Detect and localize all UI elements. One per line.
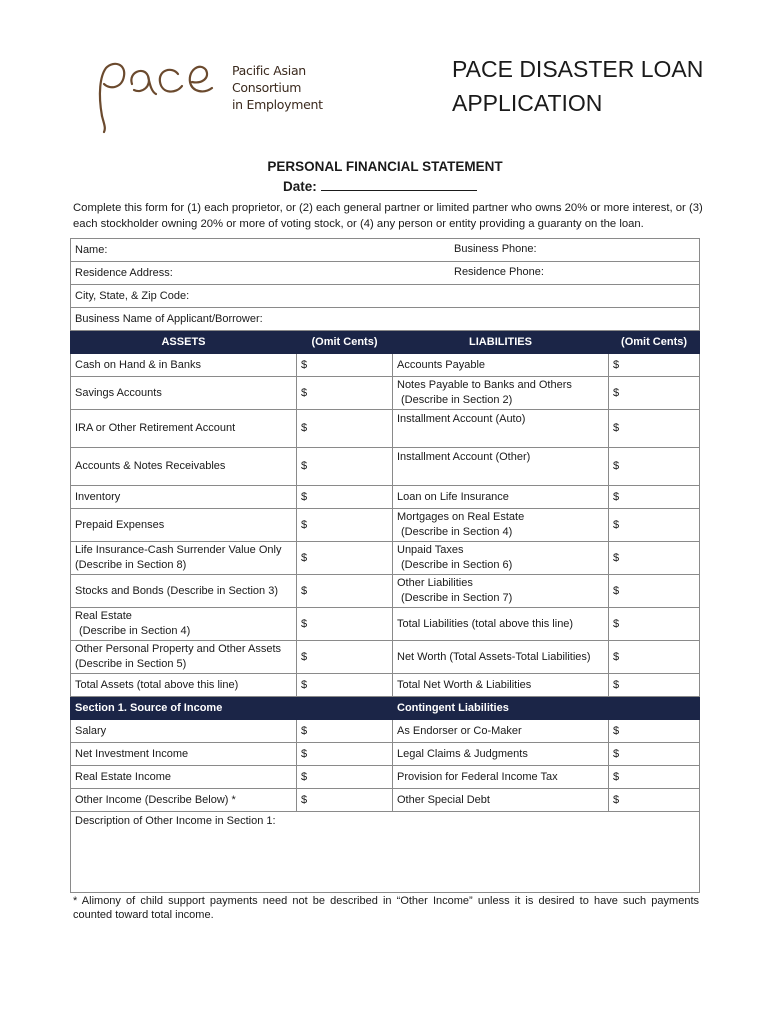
asset-label: Prepaid Expenses (71, 509, 297, 542)
income-amount[interactable]: $ (297, 743, 393, 766)
liability-amount[interactable]: $ (609, 608, 700, 641)
asset-amount[interactable]: $ (297, 448, 393, 486)
table-row (71, 486, 700, 509)
business-name-label: Business Name of Applicant/Borrower: (75, 312, 263, 325)
liability-label-line-2: (Describe in Section 6) (401, 559, 513, 571)
liabilities-header: LIABILITIES (393, 331, 609, 354)
asset-amount[interactable]: $ (297, 608, 393, 641)
income-label: Salary (71, 720, 297, 743)
asset-amount[interactable]: $ (297, 377, 393, 410)
residence-address-label: Residence Address: (75, 266, 173, 279)
liability-amount[interactable]: $ (609, 354, 700, 377)
liability-label (393, 509, 609, 542)
liability-label: Total Liabilities (total above this line) (393, 608, 609, 641)
liability-label (393, 542, 609, 575)
asset-amount[interactable]: $ (297, 410, 393, 448)
asset-label: Total Assets (total above this line) (71, 674, 297, 697)
asset-label: Cash on Hand & in Banks (71, 354, 297, 377)
asset-label-line-2: (Describe in Section 8) (75, 559, 187, 571)
asset-label (71, 542, 297, 575)
liability-amount[interactable]: $ (609, 410, 700, 448)
liabilities-omit-cents-header: (Omit Cents) (609, 331, 700, 354)
other-income-description-field[interactable] (71, 812, 700, 893)
title-line-1: PACE DISASTER LOAN (452, 56, 704, 82)
asset-amount[interactable]: $ (297, 542, 393, 575)
liability-amount[interactable]: $ (609, 377, 700, 410)
table-row (71, 377, 700, 410)
residence-phone-field[interactable] (609, 262, 700, 285)
table-row (71, 766, 700, 789)
contingent-label: As Endorser or Co-Maker (393, 720, 609, 743)
liability-amount[interactable]: $ (609, 448, 700, 486)
table-row (71, 575, 700, 608)
income-amount[interactable]: $ (297, 720, 393, 743)
contingent-label: Other Special Debt (393, 789, 609, 812)
table-row (71, 608, 700, 641)
liability-label-line-1: Unpaid Taxes (397, 544, 464, 556)
table-row (71, 743, 700, 766)
income-label: Net Investment Income (71, 743, 297, 766)
table-row (71, 542, 700, 575)
table-row (71, 448, 700, 486)
asset-label-line-2: (Describe in Section 4) (79, 625, 191, 637)
income-amount[interactable]: $ (297, 789, 393, 812)
assets-omit-cents-header: (Omit Cents) (297, 331, 393, 354)
org-line-3: in Employment (232, 97, 323, 112)
asset-label-line-1: Real Estate (75, 610, 132, 622)
title-line-2: APPLICATION (452, 90, 603, 116)
liability-label-line-2: (Describe in Section 4) (401, 526, 513, 538)
asset-label (71, 608, 297, 641)
asset-amount[interactable]: $ (297, 354, 393, 377)
name-label: Name: (75, 243, 108, 256)
liability-label: Installment Account (Other) (393, 448, 609, 486)
business-phone-label: Business Phone: (454, 243, 537, 255)
date-label: Date: (283, 179, 317, 194)
asset-label-line-2: (Describe in Section 5) (75, 658, 187, 670)
liability-amount[interactable]: $ (609, 486, 700, 509)
business-name-field[interactable] (71, 308, 700, 331)
asset-label: IRA or Other Retirement Account (71, 410, 297, 448)
liability-amount[interactable]: $ (609, 542, 700, 575)
statement-title: PERSONAL FINANCIAL STATEMENT (267, 159, 503, 174)
asset-label-line-1: Life Insurance-Cash Surrender Value Only (75, 544, 282, 556)
liability-label-line-1: Mortgages on Real Estate (397, 511, 525, 523)
contingent-amount[interactable]: $ (609, 789, 700, 812)
date-input-line[interactable] (321, 177, 477, 191)
table-row (71, 789, 700, 812)
date-field (283, 177, 477, 194)
asset-label-line-1: Other Personal Property and Other Assets (75, 643, 282, 655)
instructions: Complete this form for (1) each proprietor, or (2) each general partner or limited partner who owns 20% or more interest, or (3) each stockholder owning 20% or more of voting stock, or (4) any person or entity providing a guaranty on the loan. (73, 202, 703, 230)
asset-label: Stocks and Bonds (Describe in Section 3) (71, 575, 297, 608)
footnote: * Alimony of child support payments need not be described in “Other Income” unless it is desired to have such payments counted toward total income. (73, 895, 699, 921)
org-line-1: Pacific Asian (232, 63, 306, 78)
section-1-header: Section 1. Source of Income (71, 697, 393, 720)
financial-statement-table (70, 238, 700, 893)
asset-amount[interactable]: $ (297, 575, 393, 608)
table-row (71, 410, 700, 448)
asset-label (71, 641, 297, 674)
liability-label-line-1: Notes Payable to Banks and Others (397, 379, 572, 391)
document-title (452, 52, 703, 120)
table-row (71, 354, 700, 377)
liability-label: Loan on Life Insurance (393, 486, 609, 509)
asset-amount[interactable]: $ (297, 509, 393, 542)
logo-organization-name (232, 62, 323, 113)
liability-label (393, 377, 609, 410)
liability-label (393, 575, 609, 608)
table-row (71, 641, 700, 674)
asset-amount[interactable]: $ (297, 674, 393, 697)
asset-label: Inventory (71, 486, 297, 509)
liability-label: Installment Account (Auto) (393, 410, 609, 448)
asset-amount[interactable]: $ (297, 486, 393, 509)
table-row (71, 674, 700, 697)
contingent-amount[interactable]: $ (609, 720, 700, 743)
asset-label: Savings Accounts (71, 377, 297, 410)
liability-label-line-2: (Describe in Section 2) (401, 394, 513, 406)
table-row (71, 509, 700, 542)
contingent-amount[interactable]: $ (609, 766, 700, 789)
contingent-label: Provision for Federal Income Tax (393, 766, 609, 789)
liability-label: Total Net Worth & Liabilities (393, 674, 609, 697)
liability-label: Net Worth (Total Assets-Total Liabilities) (393, 641, 609, 674)
assets-header: ASSETS (71, 331, 297, 354)
business-phone-field[interactable] (609, 239, 700, 262)
income-label: Other Income (Describe Below) * (71, 789, 297, 812)
contingent-amount[interactable]: $ (609, 743, 700, 766)
liability-amount[interactable]: $ (609, 509, 700, 542)
liability-label-line-1: Other Liabilities (397, 577, 473, 589)
income-label: Real Estate Income (71, 766, 297, 789)
contingent-label: Legal Claims & Judgments (393, 743, 609, 766)
asset-label: Accounts & Notes Receivables (71, 448, 297, 486)
liability-amount[interactable]: $ (609, 575, 700, 608)
liability-amount[interactable]: $ (609, 641, 700, 674)
residence-phone-label: Residence Phone: (454, 266, 544, 278)
liability-label: Accounts Payable (393, 354, 609, 377)
other-income-description-label: Description of Other Income in Section 1: (75, 815, 276, 827)
liability-label-line-2: (Describe in Section 7) (401, 592, 513, 604)
asset-amount[interactable]: $ (297, 641, 393, 674)
city-state-zip-label: City, State, & Zip Code: (75, 289, 190, 302)
table-row (71, 720, 700, 743)
liability-amount[interactable]: $ (609, 674, 700, 697)
city-state-zip-field[interactable] (71, 285, 700, 308)
contingent-liabilities-header: Contingent Liabilities (393, 697, 700, 720)
income-amount[interactable]: $ (297, 766, 393, 789)
org-line-2: Consortium (232, 80, 302, 95)
